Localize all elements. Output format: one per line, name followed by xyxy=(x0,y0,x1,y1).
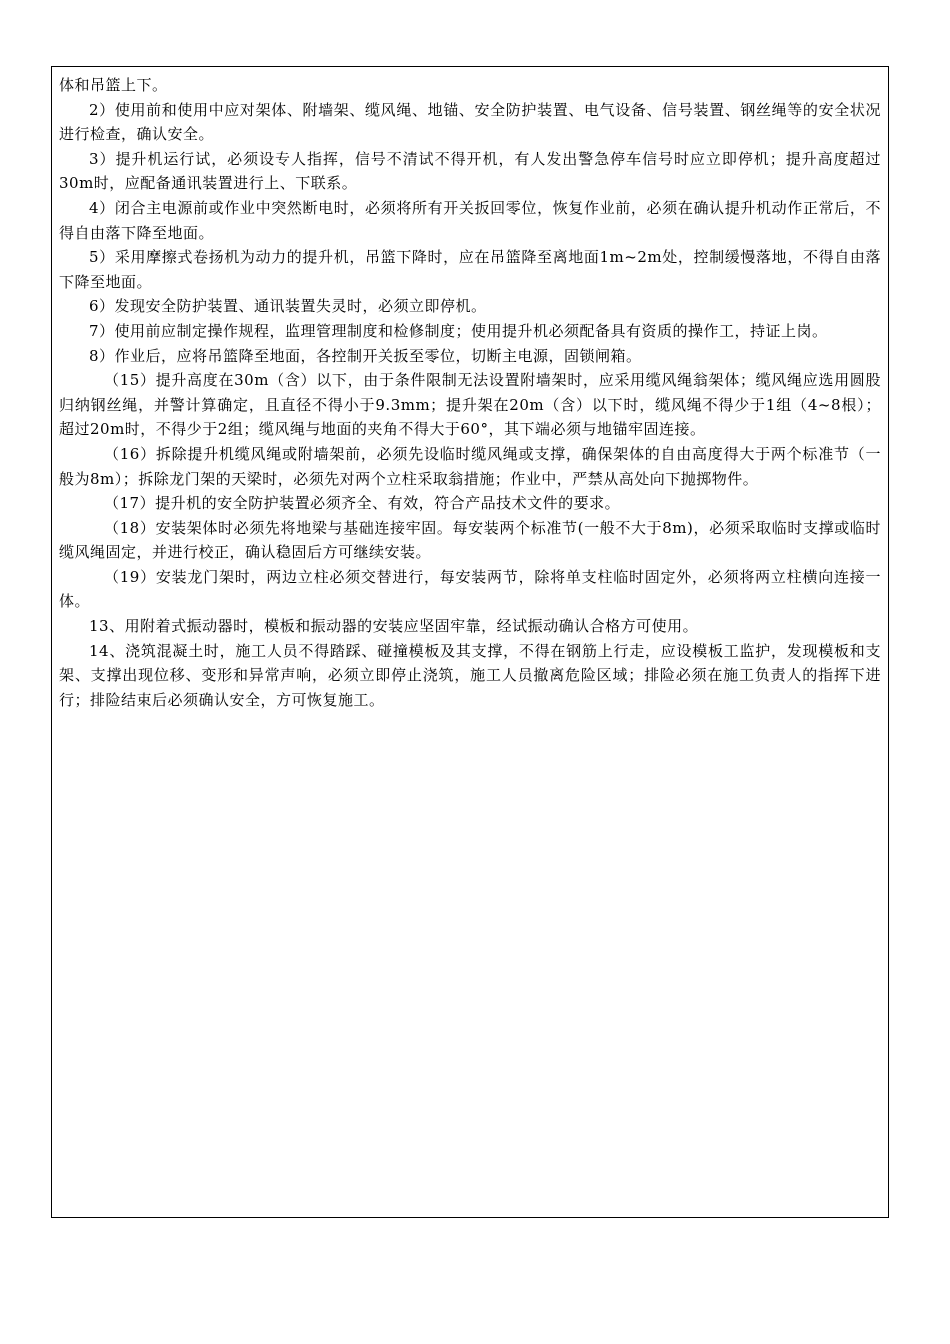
paragraph-continuation: 体和吊篮上下。 xyxy=(59,76,168,94)
paragraph-clause-18: （18）安装架体时必须先将地梁与基础连接牢固。每安装两个标准节(一般不大于8m)，必须采取临时支撑或临时缆风绳固定，并进行校正，确认稳固后方可继续安装。 xyxy=(59,518,881,562)
paragraph-item-6: 6）发现安全防护装置、通讯装置失灵时，必须立即停机。 xyxy=(89,297,487,316)
paragraph-clause-19: （19）安装龙门架时，两边立柱必须交替进行，每安装两节，除将单支柱临时固定外，必须将两立柱横向连接一体。 xyxy=(59,567,881,611)
paragraph-section-13: 13、用附着式振动器时，模板和振动器的安装应坚固牢靠，经试振动确认合格方可使用。 xyxy=(89,617,699,636)
paragraph-section-14: 14、浇筑混凝土时，施工人员不得踏踩、碰撞模板及其支撑，不得在钢筋上行走，应设模板工监护，发现模板和支架、支撑出现位移、变形和异常声响，必须立即停止浇筑，施工人员撤离危险区域；排险必须在施工负责人的指挥下进行；排险结束后必须确认安全，方可恢复施工。 xyxy=(59,641,881,709)
paragraph-item-2: 2）使用前和使用中应对架体、附墙架、缆风绳、地锚、安全防护装置、电气设备、信号装置、钢丝绳等的安全状况进行检查，确认安全。 xyxy=(59,100,881,144)
paragraph-item-3: 3）提升机运行试，必须设专人指挥，信号不清试不得开机，有人发出警急停车信号时应立即停机；提升高度超过30m时，应配备通讯装置进行上、下联系。 xyxy=(59,149,881,193)
paragraph-item-5: 5）采用摩擦式卷扬机为动力的提升机，吊篮下降时，应在吊篮降至离地面1m~2m处，控制缓慢落地，不得自由落下降至地面。 xyxy=(59,248,881,291)
document-frame xyxy=(51,66,889,1218)
paragraph-item-7: 7）使用前应制定操作规程，监理管理制度和检修制度；使用提升机必须配备具有资质的操作工，持证上岗。 xyxy=(89,321,828,340)
paragraph-clause-17: （17）提升机的安全防护装置必须齐全、有效，符合产品技术文件的要求。 xyxy=(104,494,621,513)
document-body xyxy=(59,73,881,712)
paragraph-clause-15: （15）提升高度在30m（含）以下，由于条件限制无法设置附墙架时，应采用缆风绳翁架体；缆风绳应选用圆股归纳钢丝绳，并警计算确定，且直径不得小于9.3mm；提升架在20m（含）以下时，缆风绳不得少于1组（4~8根）；超过20m时，不得少于2组；缆风绳与地面的夹角不得大于60°，其下端必须与地锚牢固连接。 xyxy=(59,371,881,439)
paragraph-item-4: 4）闭合主电源前或作业中突然断电时，必须将所有开关扳回零位，恢复作业前，必须在确认提升机动作正常后，不得自由落下降至地面。 xyxy=(59,198,881,242)
paragraph-item-8: 8）作业后，应将吊篮降至地面，各控制开关扳至零位，切断主电源，固锁闸箱。 xyxy=(89,346,642,365)
paragraph-clause-16: （16）拆除提升机缆风绳或附墙架前，必须先设临时缆风绳或支撑，确保架体的自由高度得大于两个标准节（一般为8m）；拆除龙门架的天梁时，必须先对两个立柱采取翁措施；作业中，严禁从高处向下抛掷物件。 xyxy=(59,444,881,488)
